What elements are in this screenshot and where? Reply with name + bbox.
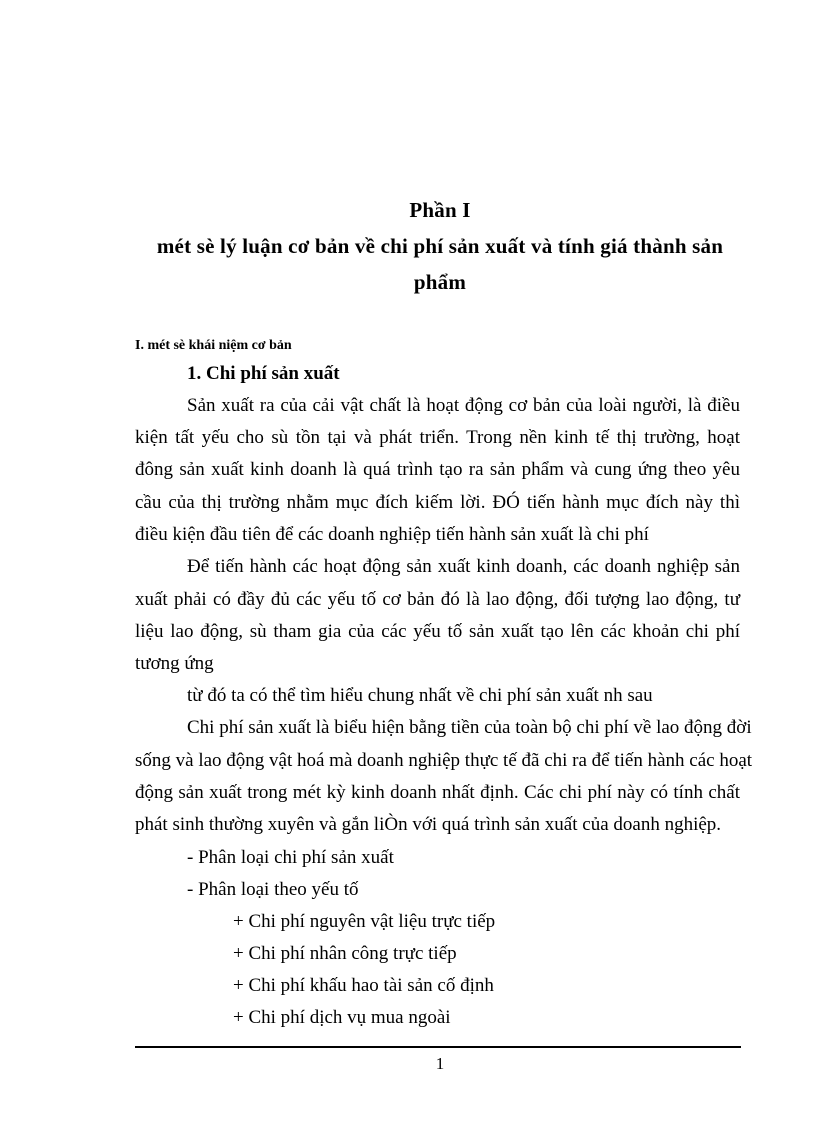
sublist-item: + Chi phí nhân công trực tiếp [233, 943, 457, 964]
paragraph-1-line: kiện tất yếu cho sù tồn tại và phát triển. Trong nền kinh tế thị trường, hoạt [135, 427, 740, 448]
section-heading: I. mét sè khái niệm cơ bản [135, 338, 292, 353]
paragraph-4-line: phát sinh thường xuyên và gắn liÒn với quá trình sản xuất của doanh nghiệp. [135, 814, 722, 835]
chapter-title-line-1: mét sè lý luận cơ bản về chi phí sản xuất và tính giá thành sản [156, 234, 724, 258]
part-heading: Phần I [409, 198, 471, 222]
list-item: - Phân loại theo yếu tố [187, 879, 359, 900]
sublist-item: + Chi phí dịch vụ mua ngoài [233, 1007, 451, 1028]
footer-rule [135, 1046, 741, 1048]
paragraph-4-line: sống và lao động vật hoá mà doanh nghiệp thực tế đã chi ra để tiến hành các hoạt [135, 750, 753, 771]
page-number: 1 [435, 1054, 445, 1073]
paragraph-2-line: tương ứng [135, 653, 214, 674]
paragraph-1-line: đông sản xuất kinh doanh là quá trình tạo ra sản phẩm và cung ứng theo yêu [135, 459, 740, 480]
paragraph-1-line: cầu của thị trường nhằm mục đích kiếm lời. ĐÓ tiến hành mục đích này thì [135, 492, 740, 513]
chapter-title-line-2: phẩm [413, 270, 467, 294]
list-item: - Phân loại chi phí sản xuất [187, 847, 394, 868]
sublist-item: + Chi phí nguyên vật liệu trực tiếp [233, 911, 496, 932]
paragraph-2-line: Để tiến hành các hoạt động sản xuất kinh doanh, các doanh nghiệp sản [187, 556, 740, 577]
paragraph-1-line: Sản xuất ra của cải vật chất là hoạt động cơ bản của loài người, là điều [187, 395, 740, 416]
paragraph-2-line: xuất phải có đầy đủ các yếu tố cơ bản đó là lao động, đối tượng lao động, tư [135, 589, 740, 610]
sublist-item: + Chi phí khấu hao tài sản cố định [233, 975, 494, 996]
paragraph-2-line: liệu lao động, sù tham gia của các yếu tố sản xuất tạo lên các khoản chi phí [135, 621, 740, 642]
paragraph-1-line: điều kiện đầu tiên để các doanh nghiệp tiến hành sản xuất là chi phí [135, 524, 649, 545]
paragraph-4-line: Chi phí sản xuất là biểu hiện bằng tiền của toàn bộ chi phí về lao động đời [187, 717, 752, 738]
paragraph-3: từ đó ta có thể tìm hiểu chung nhất về chi phí sản xuất nh sau [187, 685, 653, 706]
paragraph-4-line: động sản xuất trong mét kỳ kinh doanh nhất định. Các chi phí này có tính chất [135, 782, 740, 803]
subsection-heading: 1. Chi phí sản xuất [187, 363, 340, 384]
